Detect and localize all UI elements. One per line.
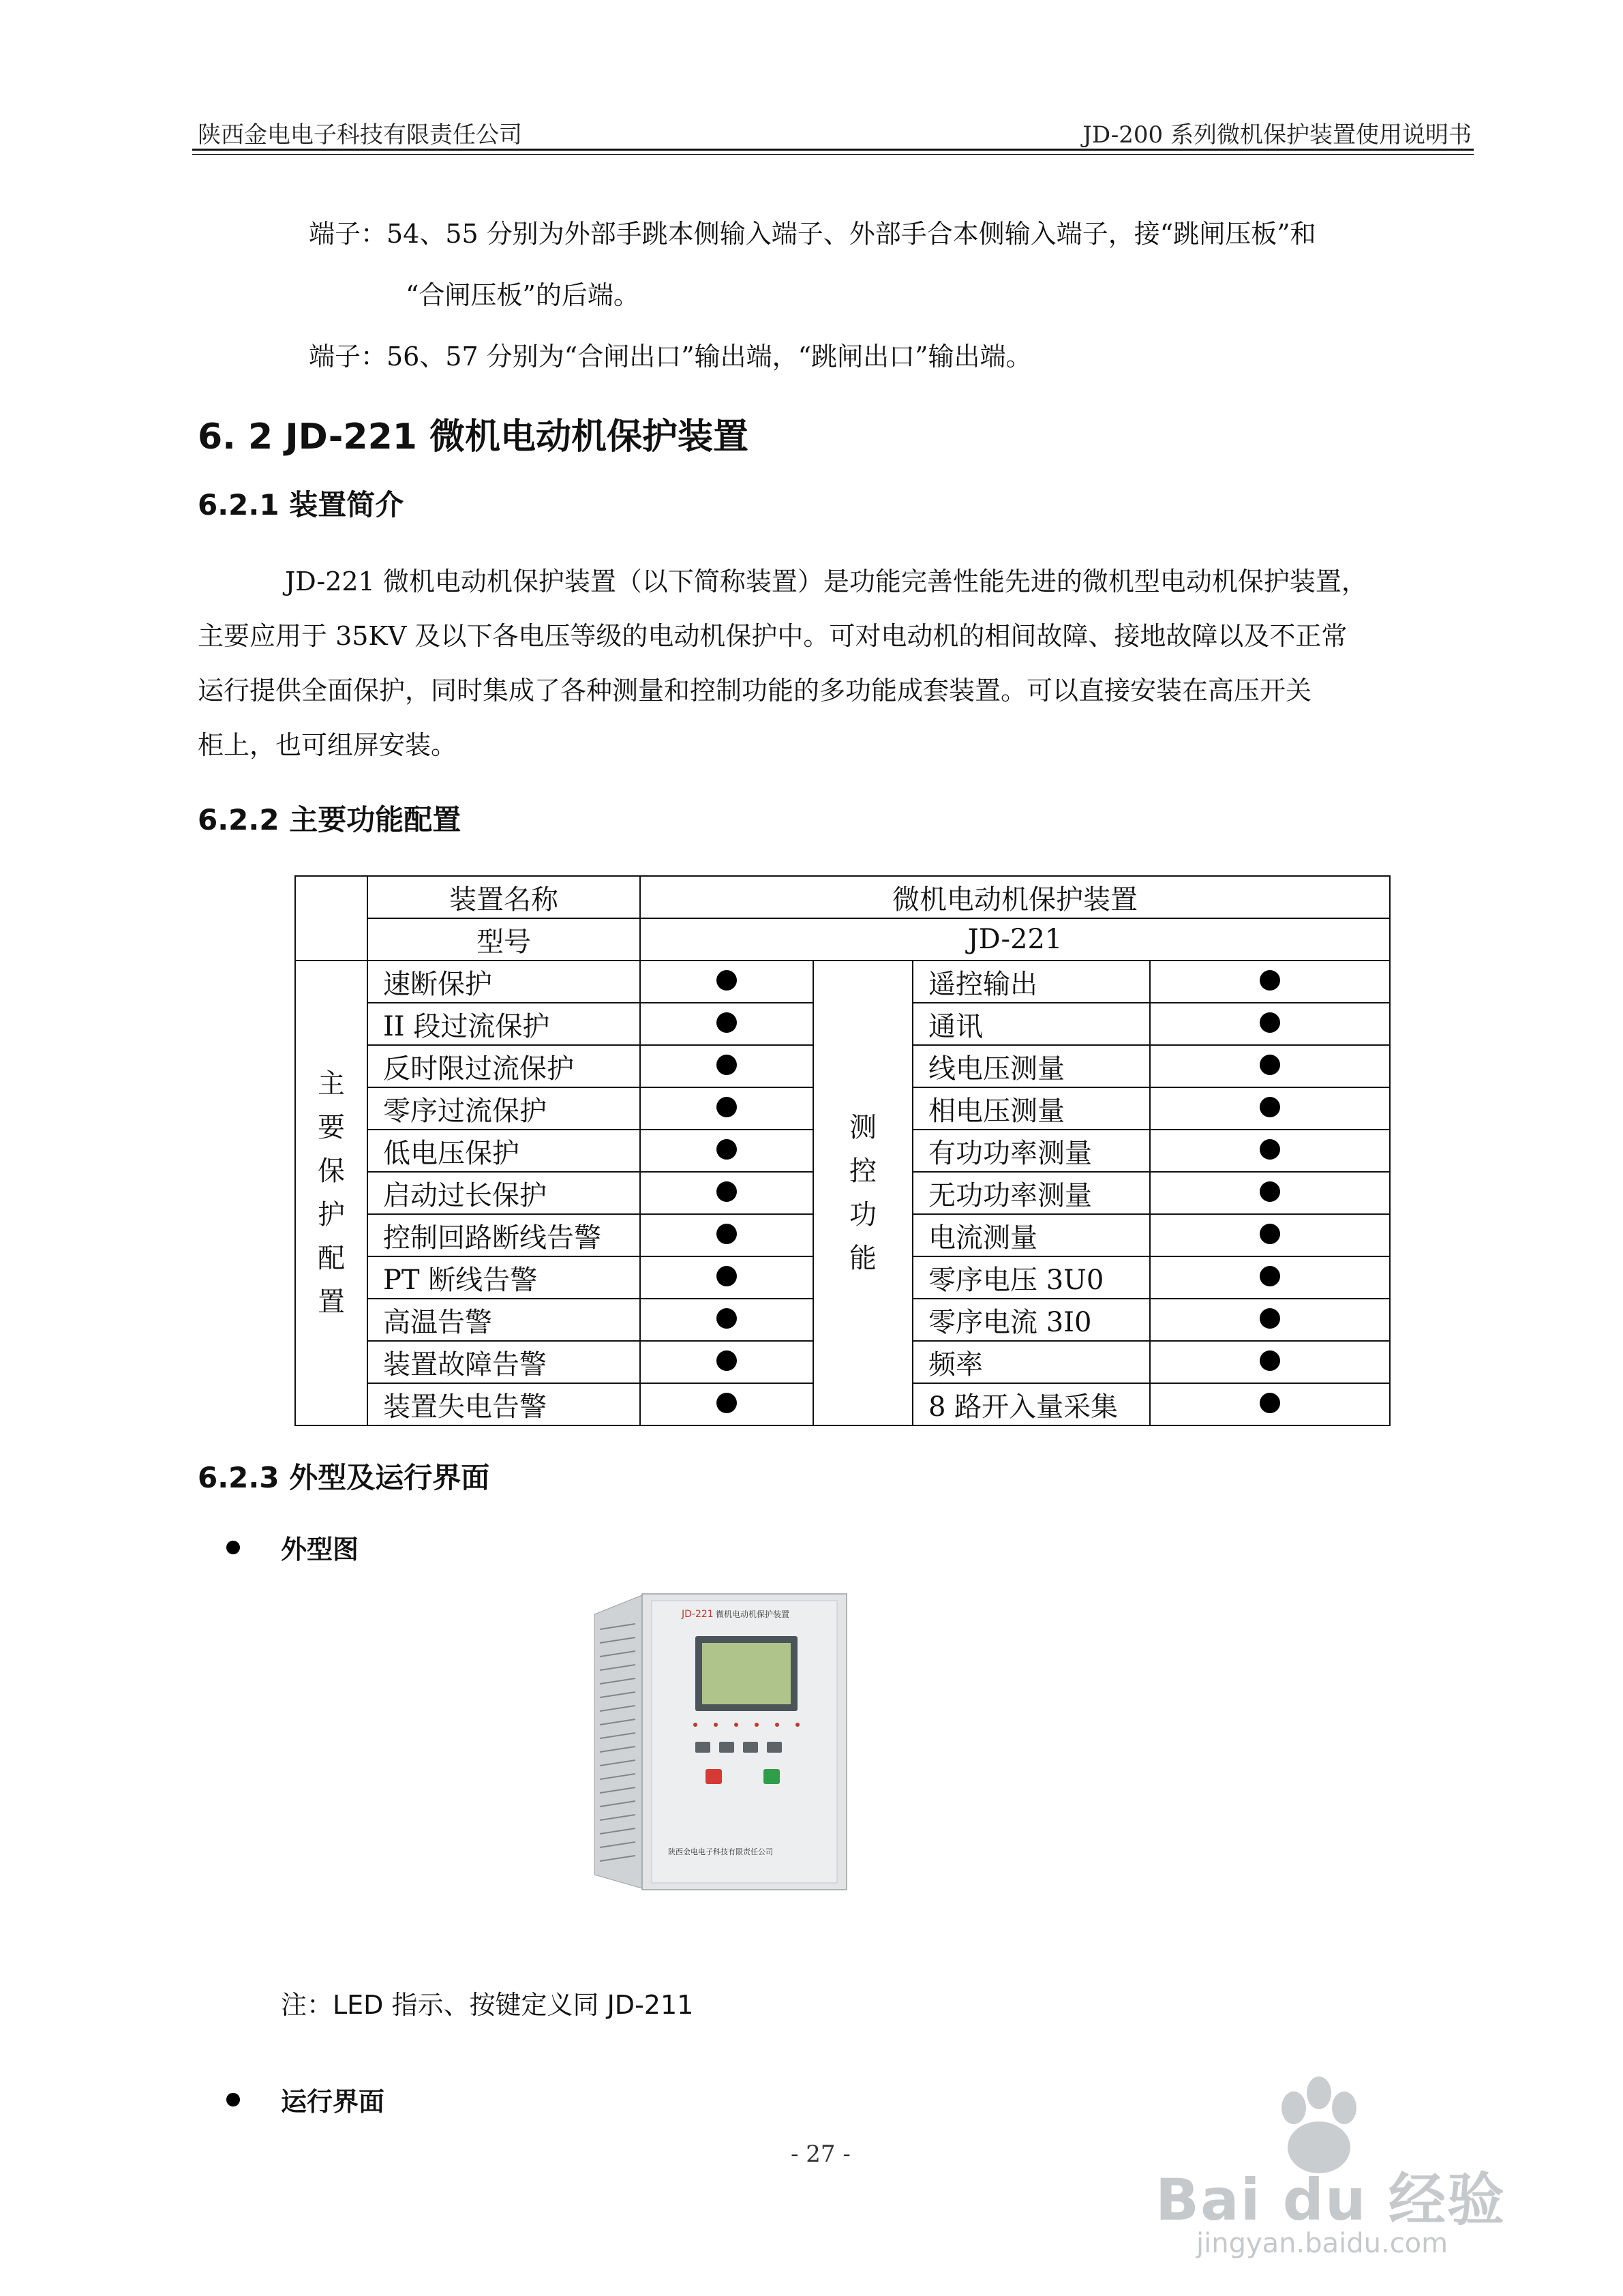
intro-paragraph-line-2: 主要应用于 35KV 及以下各电压等级的电动机保护中。可对电动机的相间故障、接地故障以及不正常 (198, 621, 1348, 651)
protection-item: 零序过流保护 (367, 1087, 640, 1130)
terminal-text-2: “合闸压板”的后端。 (406, 280, 639, 310)
intro-paragraph-line-4: 柜上，也可组屏安装。 (198, 730, 457, 760)
filled-circle-icon (1260, 1012, 1280, 1033)
filled-circle-icon (716, 1224, 737, 1244)
intro-paragraph-line-3: 运行提供全面保护，同时集成了各种测量和控制功能的多功能成套装置。可以直接安装在高压开关 (198, 676, 1312, 706)
note-text: 注：LED 指示、按键定义同 JD-211 (281, 1990, 694, 2020)
measure-check (1150, 1256, 1390, 1299)
measure-check (1150, 1130, 1390, 1172)
protection-check (640, 1172, 813, 1214)
device-maker-text: 陕西金电电子科技有限责任公司 (668, 1847, 773, 1856)
section-title: 6. 2 JD-221 微机电动机保护装置 (198, 417, 749, 457)
measure-item: 频率 (913, 1341, 1150, 1383)
measure-item: 线电压测量 (913, 1045, 1150, 1087)
appearance-label: 外型图 (281, 1535, 359, 1565)
measure-check (1150, 1003, 1390, 1045)
measure-check (1150, 1299, 1390, 1341)
protection-item: PT 断线告警 (367, 1256, 640, 1299)
filled-circle-icon (1260, 1139, 1280, 1160)
watermark-url: jingyan.baidu.com (1196, 2228, 1448, 2259)
filled-circle-icon (1260, 1350, 1280, 1371)
model-label: 型号 (367, 918, 640, 961)
measure-item: 遥控输出 (913, 961, 1150, 1003)
header-doc-title: JD-200 系列微机保护装置使用说明书 (1082, 121, 1472, 149)
subsection-6-2-1-title: 6.2.1 装置简介 (198, 488, 404, 522)
bullet-icon (226, 2093, 240, 2106)
protection-check (640, 1256, 813, 1299)
filled-circle-icon (716, 1393, 737, 1413)
protection-item: 低电压保护 (367, 1130, 640, 1172)
bullet-icon (226, 1541, 240, 1554)
protection-check (640, 1130, 813, 1172)
measure-item: 8 路开入量采集 (913, 1383, 1150, 1425)
measure-item: 零序电流 3I0 (913, 1299, 1150, 1341)
filled-circle-icon (716, 1139, 737, 1160)
measure-item: 相电压测量 (913, 1087, 1150, 1130)
filled-circle-icon (716, 1308, 737, 1329)
device-model-text: JD-221 (682, 1609, 714, 1620)
protection-check (640, 1383, 813, 1425)
table-row-model (295, 918, 1390, 961)
function-config-table (294, 875, 1391, 1426)
measure-item: 零序电压 3U0 (913, 1256, 1150, 1299)
measure-item: 有功功率测量 (913, 1130, 1150, 1172)
header-rule-thin (192, 154, 1474, 155)
protection-item: 控制回路断线告警 (367, 1214, 640, 1256)
device-photo (593, 1588, 852, 1895)
protection-item: 高温告警 (367, 1299, 640, 1341)
measure-check (1150, 1383, 1390, 1425)
protection-item: 装置故障告警 (367, 1341, 640, 1383)
protection-item: 反时限过流保护 (367, 1045, 640, 1087)
measure-check (1150, 1341, 1390, 1383)
protection-item: 速断保护 (367, 961, 640, 1003)
runtime-interface-label: 运行界面 (281, 2087, 385, 2117)
filled-circle-icon (716, 1055, 737, 1075)
terminal-text-1: 端子：54、55 分别为外部手跳本侧输入端子、外部手合本侧输入端子，接“跳闸压板”和 (309, 219, 1316, 249)
device-title-text: 微机电动机保护装置 (716, 1610, 790, 1619)
protection-check (640, 961, 813, 1003)
measure-check (1150, 961, 1390, 1003)
header-rule (192, 149, 1474, 151)
measure-item: 通讯 (913, 1003, 1150, 1045)
table-row (295, 961, 1390, 1003)
baidu-watermark (1142, 2072, 1551, 2277)
header-company: 陕西金电电子科技有限责任公司 (198, 121, 522, 149)
filled-circle-icon (1260, 1097, 1280, 1117)
measure-control-group-label: 测 控 功 能 (813, 961, 913, 1425)
watermark-brand: Bai du 经验 (1155, 2166, 1506, 2233)
protection-item: II 段过流保护 (367, 1003, 640, 1045)
filled-circle-icon (716, 1012, 737, 1033)
protection-check (640, 1045, 813, 1087)
device-name-value: 微机电动机保护装置 (640, 876, 1390, 918)
filled-circle-icon (1260, 1266, 1280, 1286)
device-name-label: 装置名称 (367, 876, 640, 918)
measure-item: 无功功率测量 (913, 1172, 1150, 1214)
measure-check (1150, 1172, 1390, 1214)
protection-check (640, 1214, 813, 1256)
filled-circle-icon (716, 1181, 737, 1202)
subsection-6-2-2-title: 6.2.2 主要功能配置 (198, 803, 461, 836)
filled-circle-icon (1260, 1308, 1280, 1329)
table-corner-cell (295, 876, 367, 961)
model-value: JD-221 (640, 918, 1390, 961)
page-number: - 27 - (791, 2141, 851, 2168)
filled-circle-icon (1260, 1224, 1280, 1244)
protection-item: 装置失电告警 (367, 1383, 640, 1425)
filled-circle-icon (716, 970, 737, 991)
protection-check (640, 1087, 813, 1130)
table-row-name (295, 876, 1390, 918)
subsection-6-2-3-title: 6.2.3 外型及运行界面 (198, 1461, 490, 1494)
filled-circle-icon (716, 1350, 737, 1371)
filled-circle-icon (1260, 1393, 1280, 1413)
filled-circle-icon (716, 1097, 737, 1117)
measure-check (1150, 1045, 1390, 1087)
protection-check (640, 1299, 813, 1341)
measure-check (1150, 1087, 1390, 1130)
measure-check (1150, 1214, 1390, 1256)
protection-check (640, 1003, 813, 1045)
filled-circle-icon (1260, 970, 1280, 991)
protection-group-label: 主 要 保 护 配 置 (295, 961, 367, 1425)
measure-item: 电流测量 (913, 1214, 1150, 1256)
protection-item: 启动过长保护 (367, 1172, 640, 1214)
intro-paragraph-line-1: JD-221 微机电动机保护装置（以下简称装置）是功能完善性能先进的微机型电动机保护装置， (285, 567, 1367, 596)
terminal-text-3: 端子：56、57 分别为“合闸出口”输出端，“跳闸出口”输出端。 (309, 342, 1032, 372)
filled-circle-icon (1260, 1181, 1280, 1202)
protection-check (640, 1341, 813, 1383)
filled-circle-icon (1260, 1055, 1280, 1075)
filled-circle-icon (716, 1266, 737, 1286)
